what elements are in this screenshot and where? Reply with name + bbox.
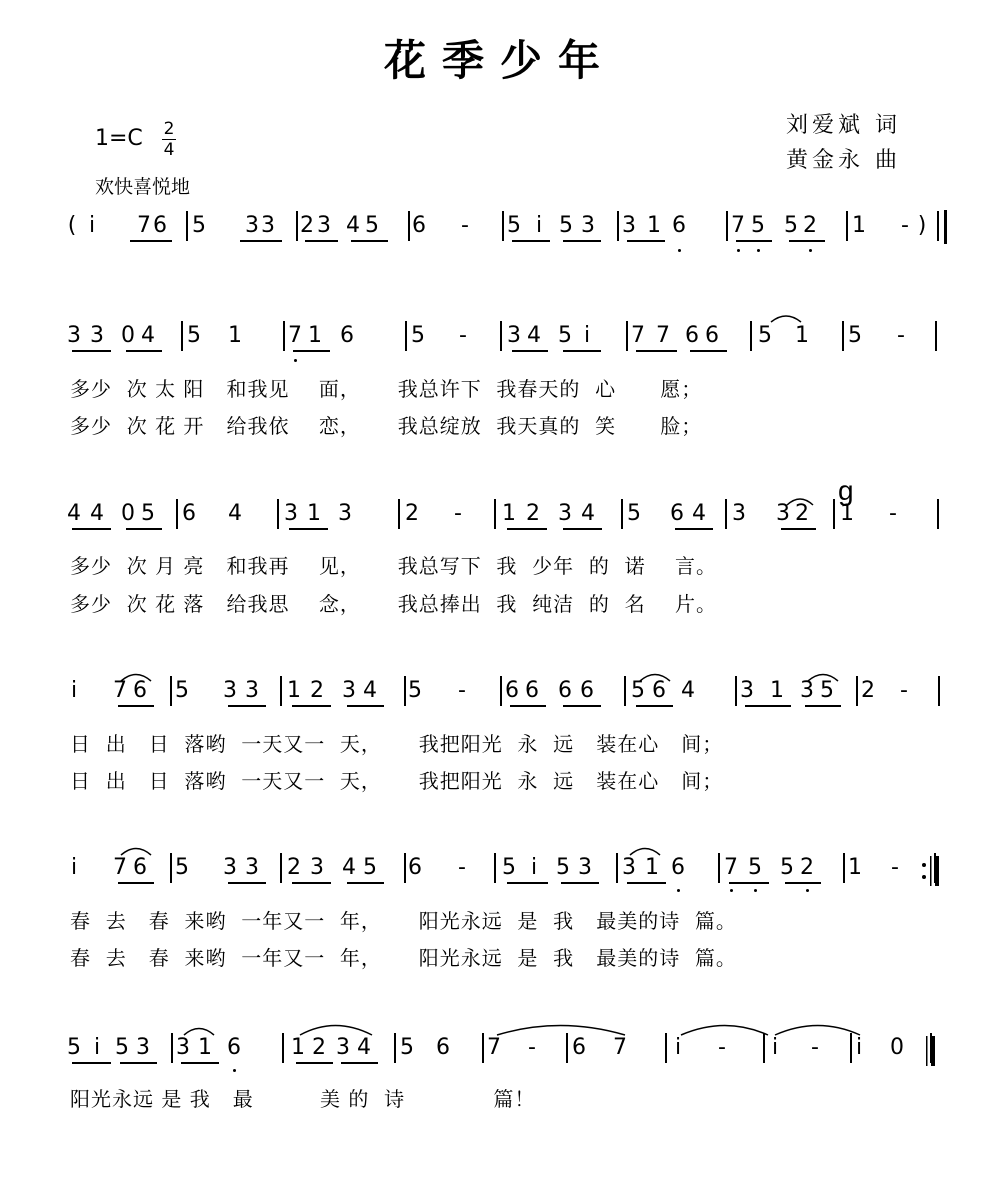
- note: -: [897, 323, 905, 348]
- note: 6: [412, 213, 426, 238]
- lyricist-credit: 刘爱斌 词: [786, 113, 901, 138]
- note: 4: [342, 855, 356, 880]
- note: 5: [559, 213, 573, 238]
- note: i: [70, 678, 78, 703]
- note: 3: [317, 213, 331, 238]
- note: 2: [405, 501, 419, 526]
- note: 5: [363, 855, 377, 880]
- slur: [681, 1026, 768, 1036]
- note: 4: [363, 678, 377, 703]
- slur: [771, 316, 801, 322]
- note: i: [674, 1035, 682, 1060]
- note: 6: [227, 1035, 241, 1060]
- note: 3: [245, 213, 259, 238]
- note: 2: [800, 855, 814, 880]
- note: 6: [525, 678, 539, 703]
- slur: [630, 849, 660, 856]
- note: 6: [153, 213, 167, 238]
- note: 7: [731, 213, 745, 238]
- note: -: [458, 855, 466, 880]
- note: 3: [732, 501, 746, 526]
- note: 3: [136, 1035, 150, 1060]
- note: 3: [336, 1035, 350, 1060]
- note: 1: [840, 501, 854, 526]
- note: 3: [67, 323, 81, 348]
- note: 4: [527, 323, 541, 348]
- note: -: [459, 323, 467, 348]
- slur: [300, 1026, 372, 1036]
- note: 4: [357, 1035, 371, 1060]
- slur: [640, 675, 670, 682]
- note: 5: [631, 678, 645, 703]
- slur: [787, 499, 813, 505]
- note: 3: [622, 213, 636, 238]
- lyric-line: 多少 次 花 落 给我思 念， 我总捧出 我 纯洁 的 名 片。: [70, 592, 718, 616]
- note: 3: [622, 855, 636, 880]
- note: 7: [288, 323, 302, 348]
- note: 6: [705, 323, 719, 348]
- note: 3: [581, 213, 595, 238]
- note: 5: [820, 678, 834, 703]
- note: 2: [312, 1035, 326, 1060]
- note: 5: [627, 501, 641, 526]
- note: 7: [113, 678, 127, 703]
- lyric-line: 日 出 日 落哟 一天又一 天， 我把阳光 永 远 装在心 间；: [70, 732, 724, 756]
- note: 1: [228, 323, 242, 348]
- note: i: [771, 1035, 779, 1060]
- lyric-line: 多少 次 月 亮 和我再 见， 我总写下 我 少年 的 诺 言。: [70, 554, 718, 578]
- note: 6: [670, 501, 684, 526]
- note: 5: [365, 213, 379, 238]
- note: 3: [245, 678, 259, 703]
- final-barline: [931, 1036, 935, 1066]
- note: 2: [310, 678, 324, 703]
- time-signature-top: 2: [163, 119, 175, 139]
- note: i: [530, 855, 538, 880]
- note: 7: [113, 855, 127, 880]
- slur: [497, 1026, 625, 1036]
- note: 1: [848, 855, 862, 880]
- note: 7: [724, 855, 738, 880]
- note: 5: [784, 213, 798, 238]
- note: -: [718, 1035, 726, 1060]
- note: 3: [776, 501, 790, 526]
- note: 6: [505, 678, 519, 703]
- note: 5: [558, 323, 572, 348]
- note: 1: [647, 213, 661, 238]
- lyric-line: 多少 次 太 阳 和我见 面， 我总许下 我春天的 心 愿；: [70, 377, 703, 401]
- note: 3: [90, 323, 104, 348]
- note: 1: [307, 501, 321, 526]
- note: 5: [141, 501, 155, 526]
- note: 2: [861, 678, 875, 703]
- note: 5: [758, 323, 772, 348]
- note: 1: [308, 323, 322, 348]
- note: (: [67, 213, 77, 238]
- note: 0: [121, 501, 135, 526]
- note: 0: [890, 1035, 904, 1060]
- note: 7: [487, 1035, 501, 1060]
- note: 5: [507, 213, 521, 238]
- slur: [775, 1026, 860, 1036]
- note: 2: [803, 213, 817, 238]
- slur: [808, 675, 838, 682]
- note: 6: [672, 213, 686, 238]
- note: -: [528, 1035, 536, 1060]
- note: 5: [67, 1035, 81, 1060]
- repeat-barline: [930, 856, 932, 886]
- note: ): [917, 213, 927, 238]
- double-barline: [944, 210, 947, 244]
- note: 3: [342, 678, 356, 703]
- note: 7: [656, 323, 670, 348]
- note: -: [901, 213, 909, 238]
- lyric-line: 阳光永远 是 我 最 美 的 诗 篇！: [70, 1087, 536, 1111]
- note: 4: [67, 501, 81, 526]
- note: 3: [578, 855, 592, 880]
- note: -: [900, 678, 908, 703]
- note: 5: [751, 213, 765, 238]
- note: 3: [558, 501, 572, 526]
- note: -: [811, 1035, 819, 1060]
- note: 6: [133, 678, 147, 703]
- note: 7: [613, 1035, 627, 1060]
- note: 2: [287, 855, 301, 880]
- note: i: [855, 1035, 863, 1060]
- repeat-dot: [922, 863, 926, 867]
- note: 5: [187, 323, 201, 348]
- note: 0: [121, 323, 135, 348]
- note: 4: [141, 323, 155, 348]
- note: 4: [346, 213, 360, 238]
- lyric-line: 春 去 春 来哟 一年又一 年， 阳光永远 是 我 最美的诗 篇。: [70, 946, 737, 970]
- lyric-line: 多少 次 花 开 给我依 恋， 我总绽放 我天真的 笑 脸；: [70, 414, 703, 438]
- final-barline: [926, 1036, 928, 1066]
- note: 5: [175, 855, 189, 880]
- note: 2: [795, 501, 809, 526]
- note: 6: [408, 855, 422, 880]
- time-signature-bottom: 4: [163, 140, 175, 160]
- note: 1: [198, 1035, 212, 1060]
- note: 5: [848, 323, 862, 348]
- note: 7: [631, 323, 645, 348]
- lyric-line: 日 出 日 落哟 一天又一 天， 我把阳光 永 远 装在心 间；: [70, 769, 724, 793]
- note: 5: [400, 1035, 414, 1060]
- note: 7: [137, 213, 151, 238]
- note: 6: [558, 678, 572, 703]
- repeat-barline: [935, 856, 939, 886]
- note: 3: [740, 678, 754, 703]
- note: 3: [507, 323, 521, 348]
- note: 2: [300, 213, 314, 238]
- note: 3: [800, 678, 814, 703]
- note: 3: [261, 213, 275, 238]
- note: 6: [652, 678, 666, 703]
- slur: [121, 849, 151, 856]
- page-title: 花季少年: [383, 36, 616, 85]
- lyric-line: 春 去 春 来哟 一年又一 年， 阳光永远 是 我 最美的诗 篇。: [70, 909, 737, 933]
- note: 5: [411, 323, 425, 348]
- repeat-dot: [922, 875, 926, 879]
- note: 3: [284, 501, 298, 526]
- note: -: [889, 501, 897, 526]
- note: 1: [287, 678, 301, 703]
- note: 5: [502, 855, 516, 880]
- note: 6: [572, 1035, 586, 1060]
- note: 4: [90, 501, 104, 526]
- fermata-mark: g: [838, 475, 854, 506]
- slur: [121, 675, 151, 682]
- note: 1: [795, 323, 809, 348]
- note: 3: [176, 1035, 190, 1060]
- note: 3: [310, 855, 324, 880]
- note: 4: [581, 501, 595, 526]
- note: 1: [645, 855, 659, 880]
- note: 6: [671, 855, 685, 880]
- note: 6: [436, 1035, 450, 1060]
- note: 1: [502, 501, 516, 526]
- note: 6: [182, 501, 196, 526]
- note: 6: [133, 855, 147, 880]
- note: -: [454, 501, 462, 526]
- note: 1: [770, 678, 784, 703]
- note: -: [461, 213, 469, 238]
- note: 2: [526, 501, 540, 526]
- note: 3: [223, 855, 237, 880]
- key-signature: 1=C: [95, 126, 143, 151]
- note: 3: [223, 678, 237, 703]
- note: i: [70, 855, 78, 880]
- note: 5: [192, 213, 206, 238]
- note: i: [535, 213, 543, 238]
- composer-credit: 黄金永 曲: [786, 148, 901, 173]
- note: 4: [681, 678, 695, 703]
- note: 5: [115, 1035, 129, 1060]
- note: 6: [340, 323, 354, 348]
- tempo-marking: 欢快喜悦地: [95, 176, 191, 198]
- note: -: [458, 678, 466, 703]
- note: 5: [556, 855, 570, 880]
- note: 3: [338, 501, 352, 526]
- note: 1: [291, 1035, 305, 1060]
- note: 5: [408, 678, 422, 703]
- note: -: [891, 855, 899, 880]
- note: 4: [228, 501, 242, 526]
- note: 4: [692, 501, 706, 526]
- note: 5: [780, 855, 794, 880]
- note: i: [583, 323, 591, 348]
- note: 5: [175, 678, 189, 703]
- note: 3: [245, 855, 259, 880]
- note: i: [88, 213, 96, 238]
- note: 6: [580, 678, 594, 703]
- note: 1: [852, 213, 866, 238]
- note: i: [93, 1035, 101, 1060]
- note: 5: [748, 855, 762, 880]
- note: 6: [685, 323, 699, 348]
- slur: [184, 1029, 214, 1036]
